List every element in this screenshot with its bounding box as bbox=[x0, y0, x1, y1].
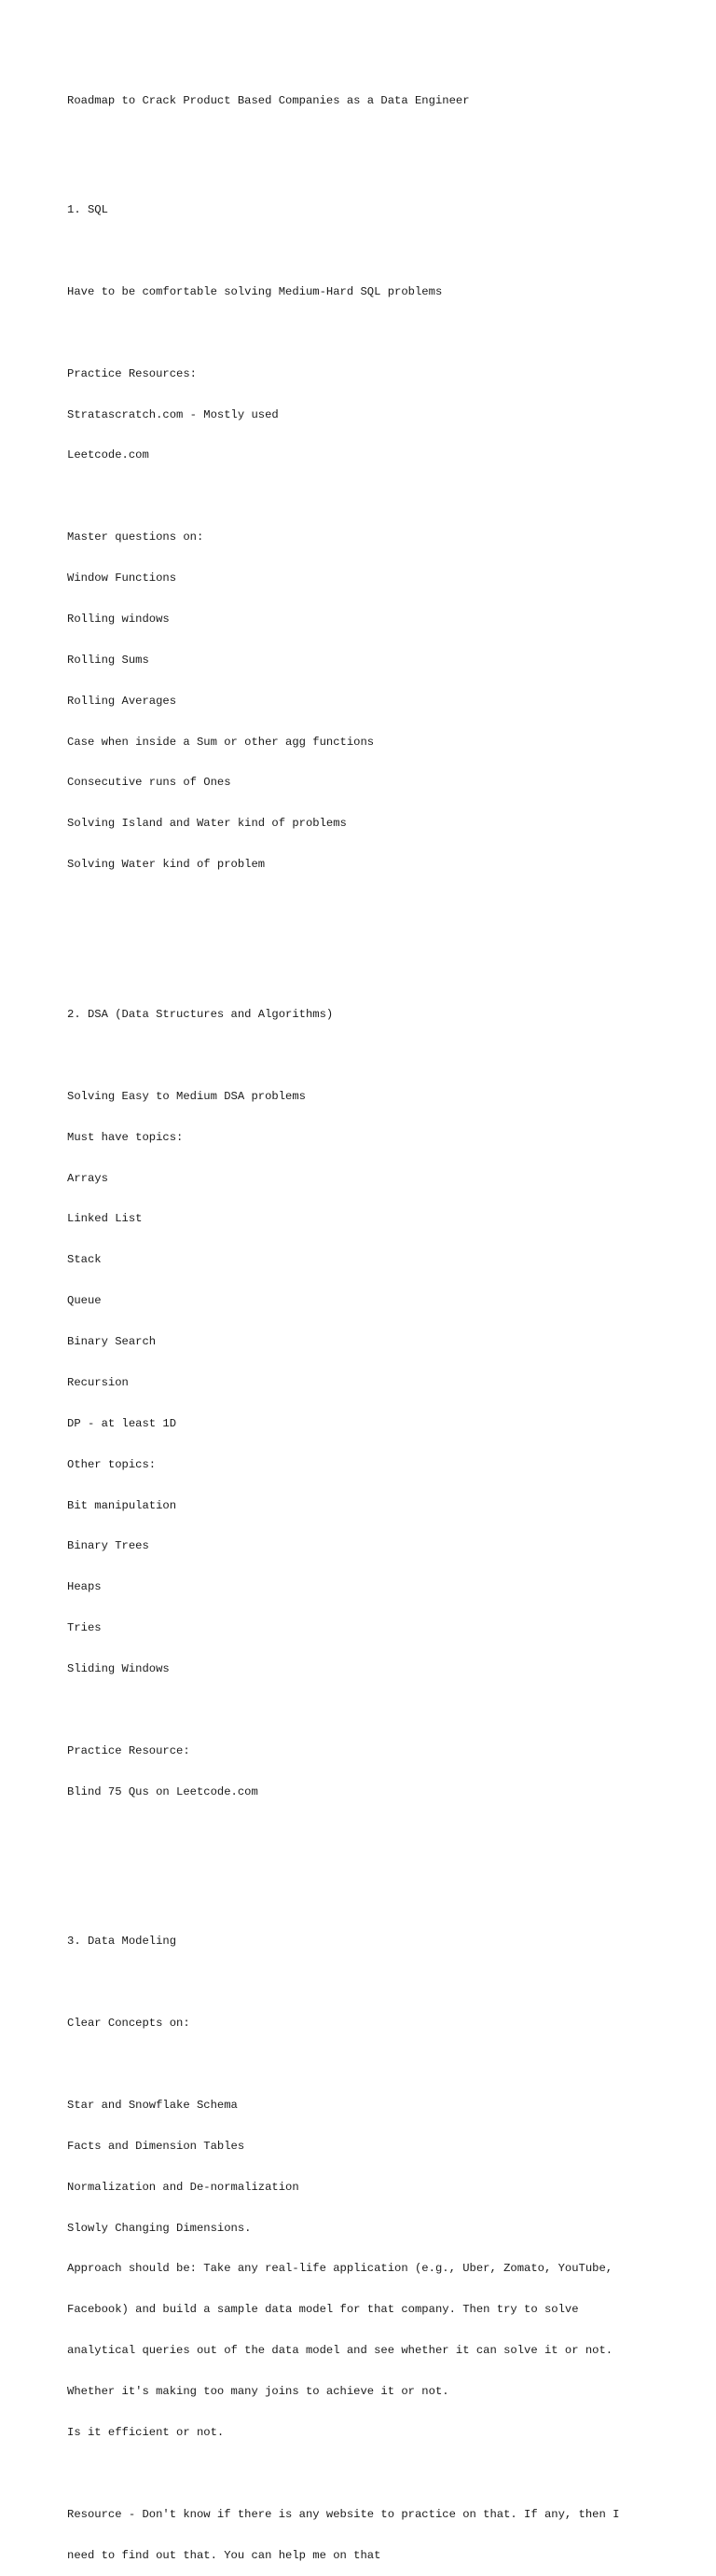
list-item: Sliding Windows bbox=[67, 1662, 170, 1676]
spacer bbox=[67, 135, 664, 149]
spacer bbox=[67, 2467, 664, 2481]
list-item: Bit manipulation bbox=[67, 1498, 177, 1512]
list-item: DP - at least 1D bbox=[67, 1416, 177, 1430]
dsa-intro: Solving Easy to Medium DSA problems bbox=[67, 1089, 306, 1103]
spacer bbox=[67, 489, 664, 503]
list-item: Slowly Changing Dimensions. bbox=[67, 2221, 252, 2235]
spacer bbox=[67, 940, 664, 954]
spacer bbox=[67, 1826, 664, 1840]
list-item: Case when inside a Sum or other agg functions bbox=[67, 735, 375, 749]
list-item: Star and Snowflake Schema bbox=[67, 2098, 238, 2112]
list-item: Arrays bbox=[67, 1171, 108, 1185]
spacer bbox=[67, 1867, 664, 1880]
list-item: Stack bbox=[67, 1253, 102, 1267]
spacer bbox=[67, 326, 664, 340]
list-item: Stratascratch.com - Mostly used bbox=[67, 407, 279, 421]
resource-line: Resource - Don't know if there is any website to practice on that. If any, then I bbox=[67, 2507, 620, 2521]
list-item: Binary Trees bbox=[67, 1539, 149, 1553]
sql-intro: Have to be comfortable solving Medium-Hard SQL problems bbox=[67, 284, 443, 298]
list-item: Normalization and De-normalization bbox=[67, 2180, 299, 2194]
dsa-must-label: Must have topics: bbox=[67, 1130, 184, 1144]
spacer bbox=[67, 244, 664, 258]
sql-master-label: Master questions on: bbox=[67, 530, 204, 544]
spacer bbox=[67, 1703, 664, 1717]
list-item: Blind 75 Qus on Leetcode.com bbox=[67, 1784, 258, 1798]
modeling-concepts-label: Clear Concepts on: bbox=[67, 2017, 190, 2031]
sql-resources-label: Practice Resources: bbox=[67, 366, 197, 380]
spacer bbox=[67, 1049, 664, 1063]
dsa-other-label: Other topics: bbox=[67, 1457, 157, 1471]
resource-line: need to find out that. You can help me on that bbox=[67, 2548, 381, 2562]
spacer bbox=[67, 899, 664, 913]
list-item: Rolling windows bbox=[67, 612, 170, 626]
section-heading-dsa: 2. DSA (Data Structures and Algorithms) bbox=[67, 1008, 334, 1022]
list-item: Linked List bbox=[67, 1212, 143, 1226]
approach-line: Whether it's making too many joins to achieve it or not. bbox=[67, 2385, 449, 2399]
list-item: Window Functions bbox=[67, 572, 177, 585]
spacer bbox=[67, 2058, 664, 2072]
approach-line: Is it efficient or not. bbox=[67, 2425, 225, 2439]
list-item: Leetcode.com bbox=[67, 448, 149, 462]
document-title: Roadmap to Crack Product Based Companies as a Data Engineer bbox=[67, 94, 470, 108]
section-heading-modeling: 3. Data Modeling bbox=[67, 1935, 177, 1949]
list-item: Tries bbox=[67, 1621, 102, 1635]
list-item: Facts and Dimension Tables bbox=[67, 2139, 245, 2153]
document-page bbox=[67, 67, 664, 2576]
list-item: Recursion bbox=[67, 1375, 129, 1389]
list-item: Consecutive runs of Ones bbox=[67, 776, 231, 790]
approach-line: Approach should be: Take any real-life application (e.g., Uber, Zomato, YouTube, bbox=[67, 2262, 613, 2276]
list-item: Rolling Sums bbox=[67, 653, 149, 667]
section-heading-sql: 1. SQL bbox=[67, 203, 108, 217]
list-item: Solving Water kind of problem bbox=[67, 858, 266, 872]
approach-line: analytical queries out of the data model and see whether it can solve it or not. bbox=[67, 2344, 613, 2358]
approach-line: Facebook) and build a sample data model for that company. Then try to solve bbox=[67, 2303, 579, 2317]
list-item: Heaps bbox=[67, 1580, 102, 1594]
dsa-resource-label: Practice Resource: bbox=[67, 1743, 190, 1757]
list-item: Queue bbox=[67, 1294, 102, 1308]
list-item: Rolling Averages bbox=[67, 694, 177, 708]
list-item: Binary Search bbox=[67, 1335, 157, 1349]
spacer bbox=[67, 1976, 664, 1990]
list-item: Solving Island and Water kind of problems bbox=[67, 817, 347, 831]
